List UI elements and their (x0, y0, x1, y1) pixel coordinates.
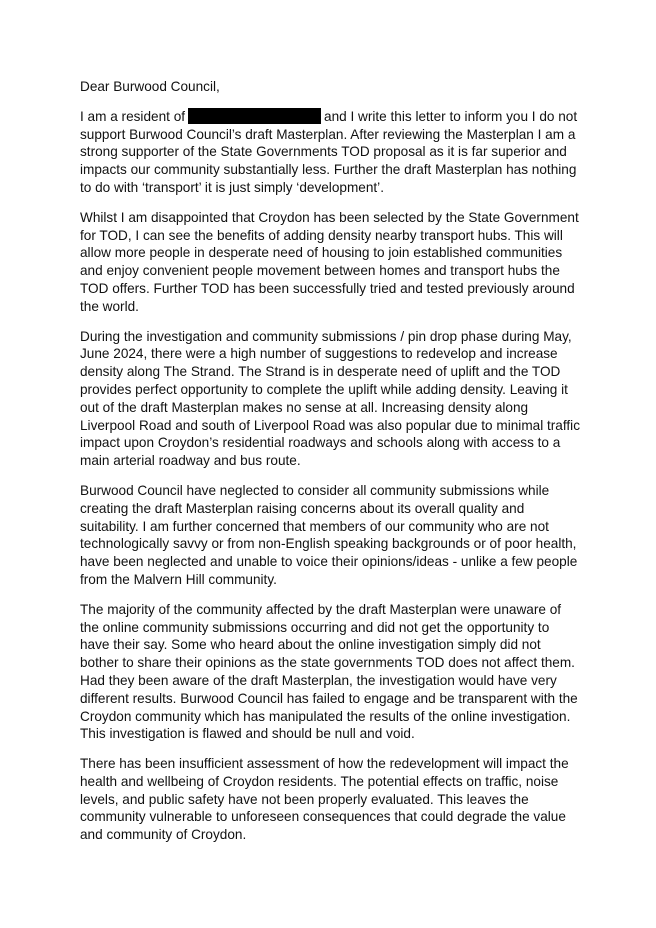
paragraph-residence (80, 108, 580, 197)
paragraph-submissions-neglected: Burwood Council have neglected to consider all community submissions while creating the draft Masterplan raising concerns about its overall quality and suitability. I am further concerned that members of our community who are not technologically savvy or from non-English speaking backgrounds or of poor health, have been neglected and unable to voice their opinions/ideas - unlike a few people from the Malvern Hill community. (80, 482, 578, 587)
paragraph-residence-lead: I am a resident of (80, 108, 186, 124)
paragraph-the-strand: During the investigation and community submissions / pin drop phase during May, June 2024, there were a high number of suggestions to redevelop and increase density along The Strand. The Strand is in desperate need of uplift and the TOD provides perfect opportunity to complete the uplift while adding density. Leaving it out of the draft Masterplan makes no sense at all. Increasing density along Liverpool Road and south of Liverpool Road was also popular due to minimal traffic impact upon Croydon’s residential roadways and schools along with access to a main arterial roadway and bus route. (80, 328, 580, 469)
redaction-block (188, 108, 321, 124)
paragraph-insufficient-assessment: There has been insufficient assessment of how the redevelopment will impact the health and wellbeing of Croydon residents. The potential effects on traffic, noise levels, and public safety have not been properly evaluated. This leaves the community vulnerable to unforeseen consequences that could degrade the value and community of Croydon. (80, 756, 569, 843)
letter-page (80, 78, 580, 856)
paragraph-tod-benefits: Whilst I am disappointed that Croydon has been selected by the State Government for TOD, I can see the benefits of adding density nearby transport hubs. This will allow more people in desperate need of housing to join established communities and enjoy convenient people movement between homes and transport hubs the TOD offers. Further TOD has been successfully tried and tested previously around the world. (80, 209, 579, 314)
paragraph-community-unaware: The majority of the community affected by the draft Masterplan were unaware of the online community submissions occurring and did not get the opportunity to have their say. Some who heard about the online investigation simply did not bother to share their opinions as the state governments TOD does not affect them. Had they been aware of the draft Masterplan, the investigation would have very different results. Burwood Council has failed to engage and be transparent with the Croydon community which has manipulated the results of the online investigation. This investigation is flawed and should be null and void. (80, 601, 578, 742)
paragraph-residence-rest: and I write this letter to inform you I do not support Burwood Council’s draft Masterplan. After reviewing the Masterplan I am a strong supporter of the State Governments TOD proposal as it is far superior and impacts our community substantially less. Further the draft Masterplan has nothing to do with ‘transport’ it is just simply ‘development’. (80, 108, 578, 195)
salutation: Dear Burwood Council, (80, 79, 220, 94)
